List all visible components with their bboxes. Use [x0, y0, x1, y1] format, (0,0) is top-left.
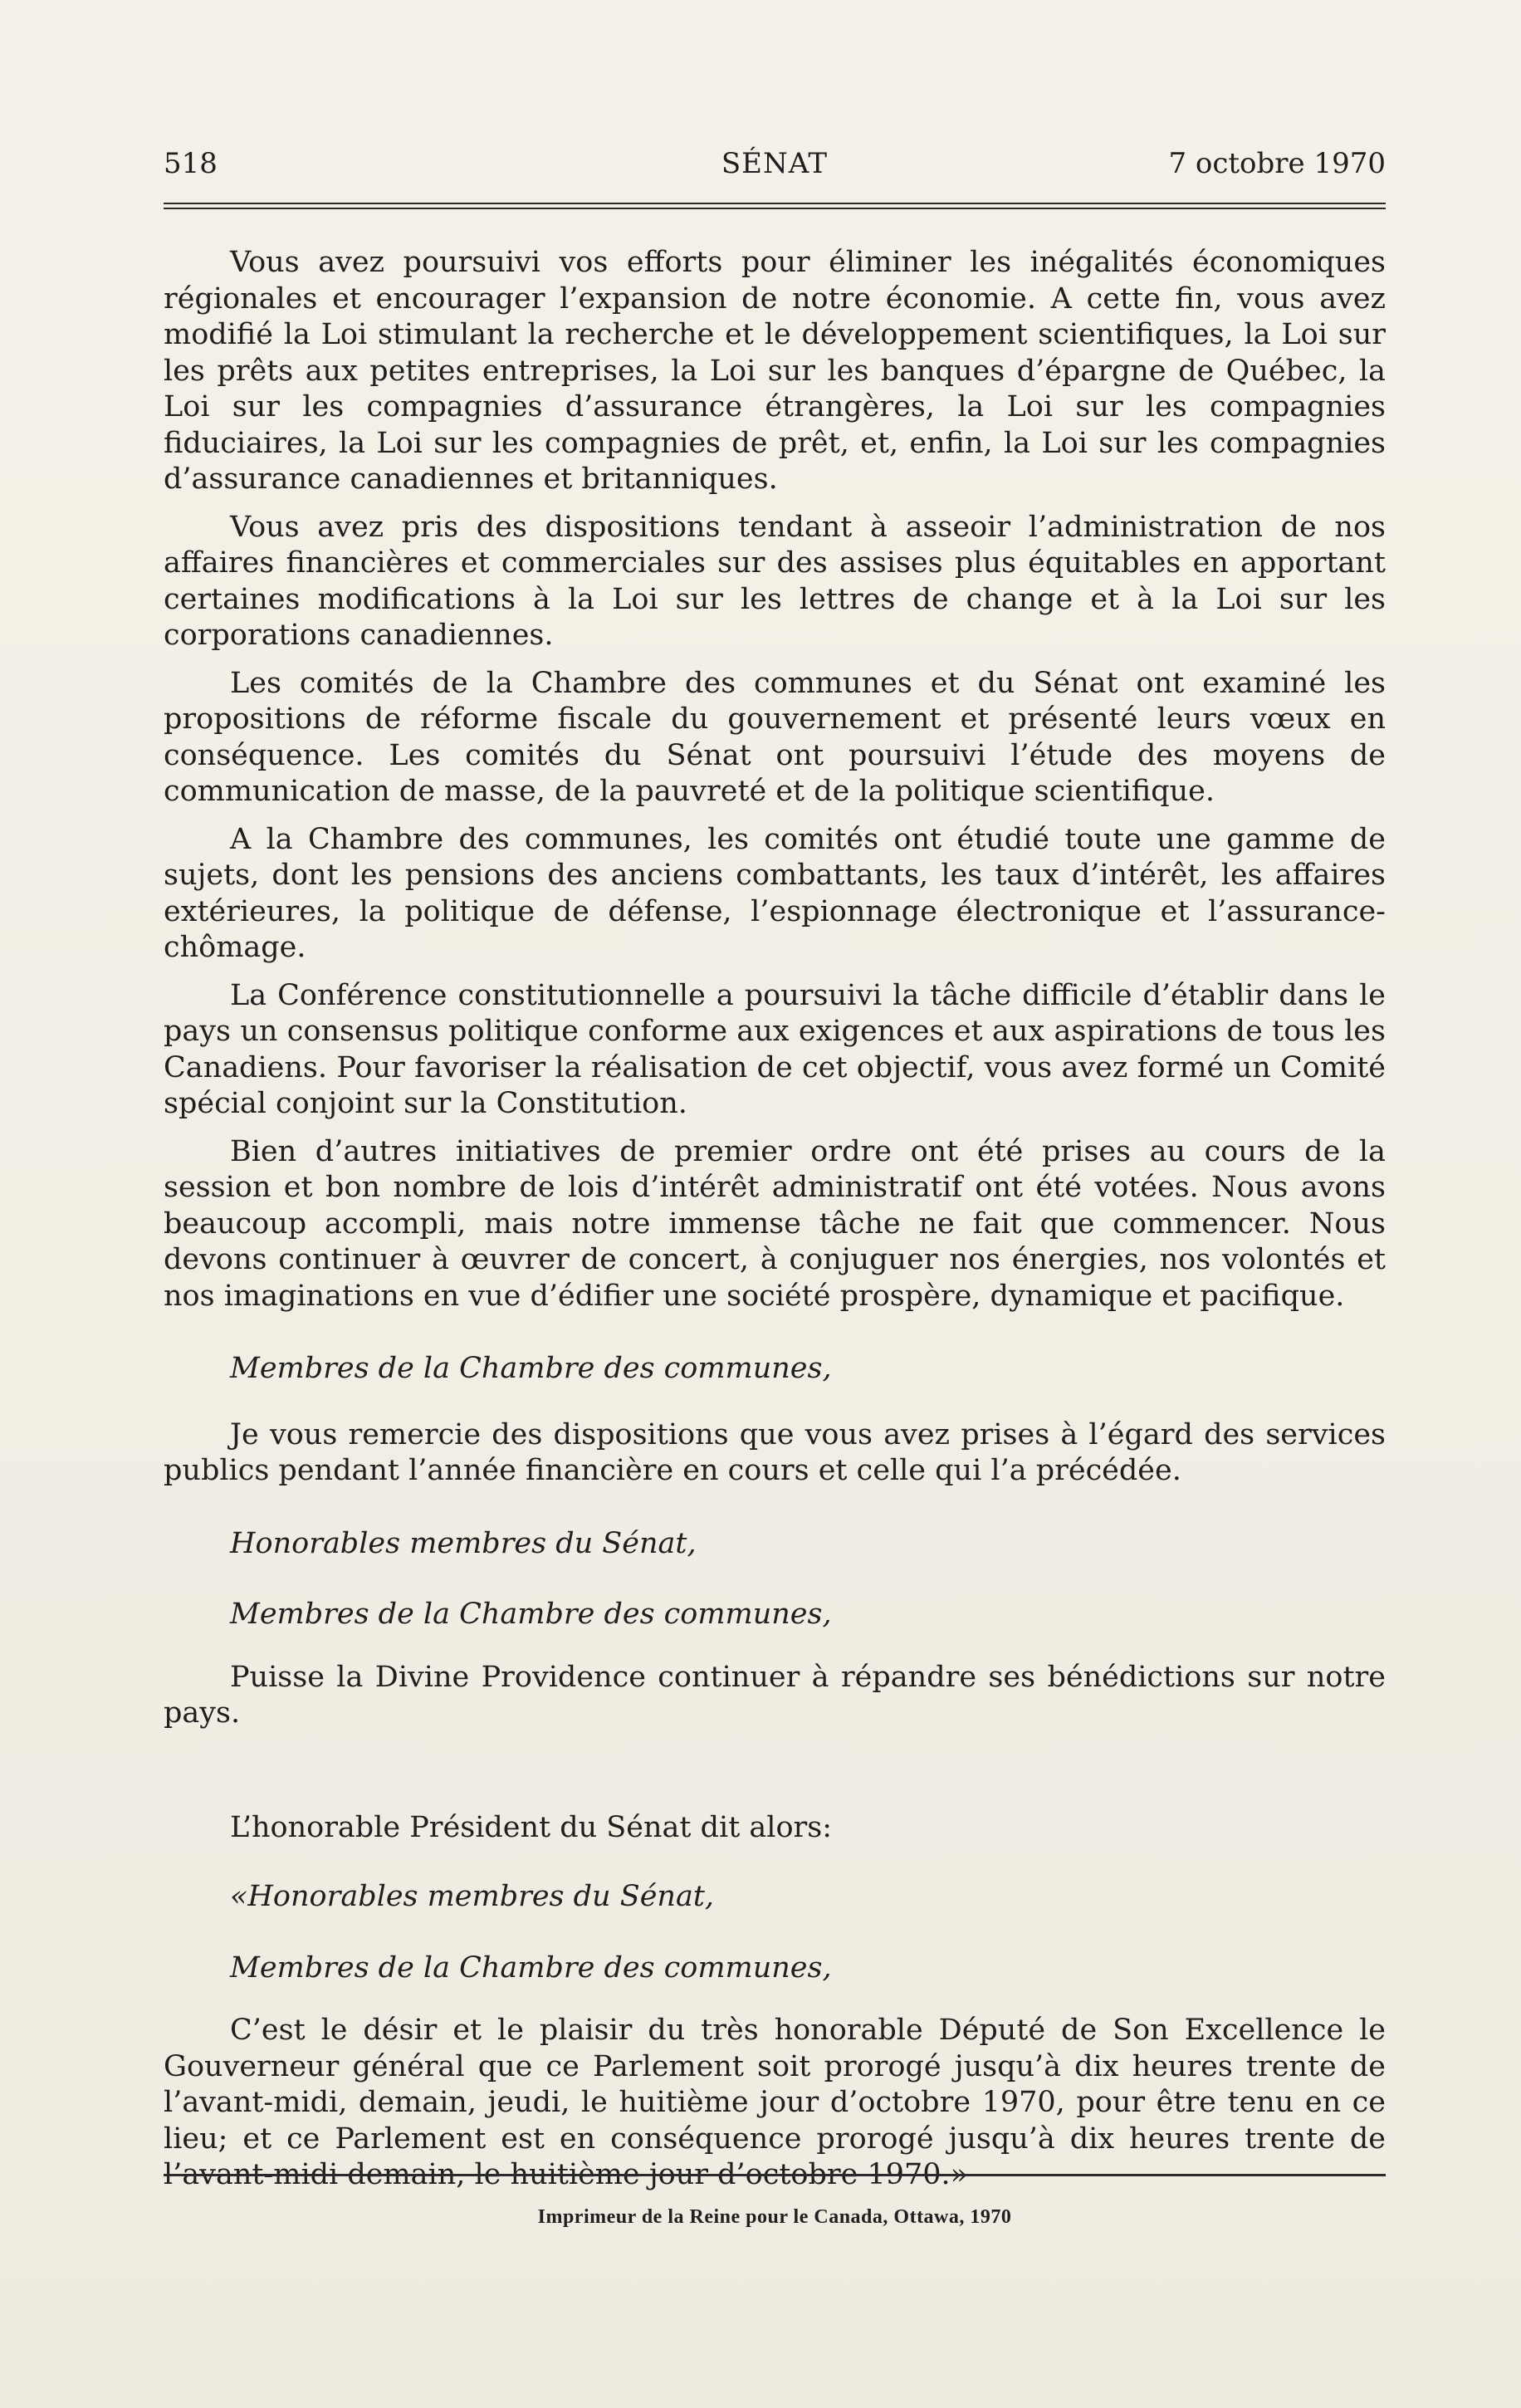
printer-imprint: Imprimeur de la Reine pour le Canada, Ottawa, 1970: [537, 2206, 1012, 2228]
paragraph-financial-affairs: Vous avez pris des dispositions tendant à asseoir l’administration de nos affaires financières et commerciales sur des assises plus équitables en apportant certaines modifications à la Loi sur les lettres de change et à la Loi sur les corporations canadiennes.: [164, 510, 1386, 652]
paragraph-divine-providence: Puisse la Divine Providence continuer à répandre ses bénédictions sur notre pays.: [164, 1660, 1386, 1730]
paragraph-committees-tax-reform: Les comités de la Chambre des communes et du Sénat ont examiné les propositions de réforme fiscale du gouvernement et présenté leurs vœux en conséquence. Les comités du Sénat ont poursuivi l’étude des moyens de communication de masse, de la pauvreté et de la politique scientifique.: [164, 666, 1386, 808]
document-body: [164, 245, 1386, 2205]
paragraph-constitutional-conference: La Conférence constitutionnelle a poursuivi la tâche difficile d’établir dans le pays un consensus politique conforme aux exigences et aux aspirations de tous les Canadiens. Pour favoriser la réalisation de cet objectif, vous avez formé un Comité spécial conjoint sur la Constitution.: [164, 978, 1386, 1120]
speaker-intro-line: L’honorable Président du Sénat dit alors:: [230, 1810, 833, 1844]
paragraph-public-services: Je vous remercie des dispositions que vous avez prises à l’égard des services publics pendant l’année financière en cours et celle qui l’a précédée.: [164, 1417, 1386, 1487]
paragraph-other-initiatives: Bien d’autres initiatives de premier ordre ont été prises au cours de la session et bon nombre de lois d’intérêt administratif ont été votées. Nous avons beaucoup accompli, mais notre immense tâche ne fait que commencer. Nous devons continuer à œuvrer de concert, à conjuguer nos énergies, nos volontés et nos imaginations en vue d’édifier une société prospère, dynamique et pacifique.: [164, 1134, 1386, 1313]
salutation-senate-quoted: «Honorables membres du Sénat,: [230, 1880, 715, 1913]
salutation-commons: Membres de la Chambre des communes,: [230, 1950, 832, 1985]
paragraph-regional-economy: Vous avez poursuivi vos efforts pour éliminer les inégalités économiques régionales et encourager l’expansion de notre économie. A cette fin, vous avez modifié la Loi stimulant la recherche et le développement scientifiques, la Loi sur les prêts aux petites entreprises, la Loi sur les banques d’épargne de Québec, la Loi sur les compagnies d’assurance étrangères, la Loi sur les compagnies fiduciaires, la Loi sur les compagnies de prêt, et, enfin, la Loi sur les compagnies d’assurance canadiennes et britanniques.: [164, 246, 1386, 496]
paragraph-commons-committees: A la Chambre des communes, les comités ont étudié toute une gamme de sujets, dont les pensions des anciens combattants, les taux d’intérêt, les affaires extérieures, la politique de défense, l’espionnage électronique et l’assurance-chômage.: [164, 822, 1386, 964]
footer-rule: [164, 2174, 1386, 2176]
running-title: SÉNAT: [721, 147, 829, 180]
header-double-rule: [164, 203, 1386, 209]
salutation-senate: Honorables membres du Sénat,: [230, 1526, 697, 1560]
salutation-commons: Membres de la Chambre des communes,: [230, 1598, 832, 1631]
paragraph-prorogation: C’est le désir et le plaisir du très honorable Député de Son Excellence le Gouverneur général que ce Parlement soit prorogé jusqu’à dix heures trente de l’avant-midi, demain, jeudi, le huitième jour d’octobre 1970, pour être tenu en ce lieu; et ce Parlement est en conséquence prorogé jusqu’à dix heures trente de l’avant-midi demain, le huitième jour d’octobre 1970.»: [164, 2014, 1386, 2191]
page-number: 518: [164, 147, 218, 180]
page-header: [164, 143, 1386, 184]
salutation-commons: Membres de la Chambre des communes,: [230, 1352, 832, 1385]
running-date: 7 octobre 1970: [1168, 147, 1386, 180]
